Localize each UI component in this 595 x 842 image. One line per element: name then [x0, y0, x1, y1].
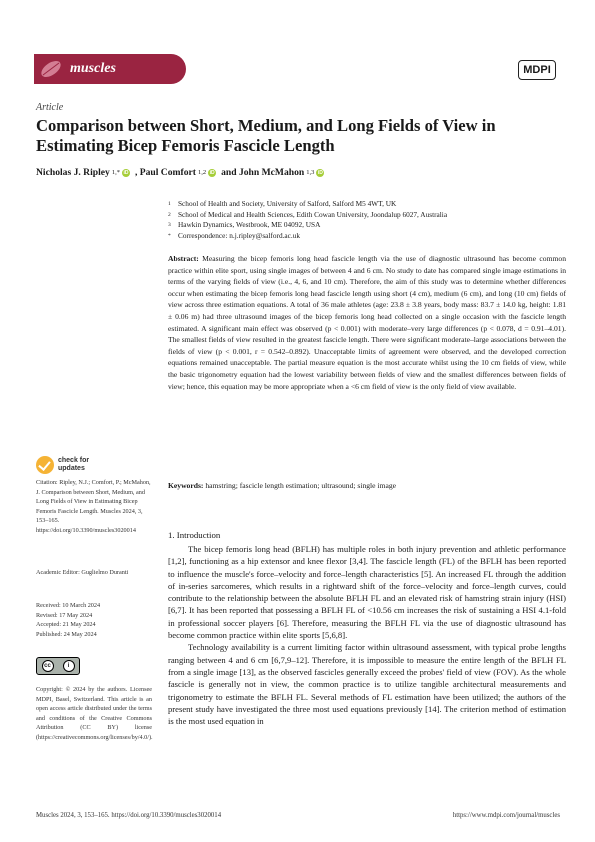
affiliations: [168, 199, 447, 241]
revised-date: Revised: 17 May 2024: [36, 611, 93, 619]
publication-dates: [36, 601, 152, 639]
publisher-logo[interactable]: [514, 60, 556, 80]
keywords-text: hamstring; fascicle length estimation; ultrasound; single image: [205, 481, 396, 490]
received-date: Received: 10 March 2024: [36, 602, 101, 609]
journal-logo[interactable]: [34, 54, 186, 84]
paragraph: Technology availability is a current limiting factor within ultrasound assessment, with typical probe lengths ranging between 4 and 6 cm [6,7,9–12]. Therefore, it is impossible to measure the entire length of the BFLH FL from a single image [13], as the observed fascicles generally exceed the probes' field of view (FOV). As the whole fascicle is generally not in view, the common practice is to utilize tangible architectural measurements and trigonometry to estimate the BFLH FL. Several methods of FL estimation have been utilized; the authors of the present study have investigated the three most used equations previously [14]. The criterion method of estimation is the most used equation in: [168, 642, 566, 727]
publisher-name: MDPI: [518, 60, 556, 80]
page-footer: [36, 812, 560, 819]
orcid-icon[interactable]: iD: [209, 169, 215, 176]
body-text: [168, 543, 566, 727]
check-for-updates-button[interactable]: check for updates: [36, 456, 89, 474]
check-updates-icon: [36, 456, 54, 474]
affiliation-item: 3 Hawkin Dynamics, Westbrook, ME 04092, USA: [168, 220, 321, 230]
cc-icon: cc: [42, 660, 54, 672]
author-affiliation-marker: 1,2: [197, 169, 207, 176]
author-affiliation-marker: 1,*: [111, 169, 120, 176]
correspondence[interactable]: * Correspondence: n.j.ripley@salford.ac.uk: [168, 230, 301, 240]
keywords: [168, 480, 566, 492]
affiliation-item: 2 School of Medical and Health Sciences, Edith Cowan University, Joondalup 6027, Australia: [168, 209, 448, 219]
author-name: , Paul Comfort: [134, 167, 196, 178]
muscle-leaf-icon: [38, 56, 64, 82]
copyright-notice: Copyright: © 2024 by the authors. Licensee MDPI, Basel, Switzerland. This article is an open access article distributed under the terms and conditions of the Creative Commons Attribution (CC BY) license (https://creativecommons.org/licenses/by/4.0/).: [36, 686, 153, 741]
footer-journal-url[interactable]: https://www.mdpi.com/journal/muscles: [452, 812, 560, 819]
orcid-icon[interactable]: iD: [317, 169, 323, 176]
section-heading: 1. Introduction: [168, 530, 221, 540]
journal-name: muscles: [70, 61, 116, 76]
article-type: Article: [36, 102, 64, 113]
citation: Citation: Ripley, N.J.; Comfort, P.; McMahon, J. Comparison between Short, Medium, and Long Fields of View in Estimating Bicep Femoris Fascicle Length. Muscles 2024, 3, 153–165. https://doi.org/10.3390/muscles3020014: [36, 479, 151, 534]
keywords-label: Keywords:: [168, 481, 204, 490]
orcid-icon[interactable]: iD: [123, 169, 129, 176]
attribution-icon: i: [63, 660, 75, 672]
page-title: Comparison between Short, Medium, and Long Fields of View in Estimating Bicep Femoris Fascicle Length: [36, 116, 496, 155]
academic-editor: Academic Editor: Guglielmo Duranti: [36, 569, 129, 576]
cc-by-license-badge[interactable]: [36, 657, 80, 675]
abstract-text: Measuring the bicep femoris long head fascicle length via the use of diagnostic ultrasound has become common practice within elite sport, using single images of between 4 and 6 cm. No study to date has compared single image estimations in terms of the varying fields of view (i.e., 4, 6, and 10 cm). Therefore, the aim of this study was to determine whether differences occur when estimating the bicep femoris long head fascicle length using short (4 cm), medium (6 cm), and long (10 cm) fields of view across three estimation equations. A total of 36 male athletes (age: 23.8 ± 3.8 years, body mass: 83.7 ± 14.0 kg, height: 1.81 ± 0.06 m) had three ultrasound images of the bicep femoris long head collected on a single occasion with the fascicle length estimated. A significant main effect was observed (p < 0.001) with moderate–very large differences (p < 0.078, d = 0.91–4.01). The smallest fields of view resulted in the greatest fascicle length. There were significant moderate–large associations between the fields of view (p < 0.001, r = 0.542–0.892). Unacceptable limits of agreement were observed, and the developed correction equations remained unacceptable. The partial measure equation is the most accurate whilst using the 10 cm fields of view, while the basic trigonometry equation had the lowest variability between fields of view and the smallest differences between fields of view; hence, this equation may be more appropriate when a <6 cm field of view is the only field of view available.: [168, 254, 566, 391]
paragraph: The bicep femoris long head (BFLH) has multiple roles in both injury prevention and athletic performance [1,2], functioning as a hip extensor and knee flexor [3,4]. The fascicle length (FL) of the BFLH has been reported to influence the muscle's force–velocity and force–length characteristics [5]. An increased FL through the addition of in-series sarcomeres, which results in a rightward shift of the force–velocity and force–length curves, could contribute to the relationship between the absolute BFLH FL and an elevated risk of hamstring strain injury (HSI) [6,7]. It has been reported that possessing a BFLH FL of <10.56 cm increases the risk of sustaining a HSI 4.1-fold in professional soccer players [6]. Therefore, measuring the BFLH FL via the use of diagnostic ultrasound has become common practice within elite sports [5,6,8].: [168, 544, 566, 641]
author-name: and John McMahon: [221, 167, 305, 178]
footer-citation[interactable]: Muscles 2024, 3, 153–165. https://doi.org/10.3390/muscles3020014: [36, 812, 222, 819]
author-list: [36, 167, 327, 178]
affiliation-item: 1 School of Health and Society, University of Salford, Salford M5 4WT, UK: [168, 199, 397, 208]
abstract-label: Abstract:: [168, 254, 199, 263]
abstract: [168, 253, 566, 392]
accepted-date: Accepted: 21 May 2024: [36, 621, 96, 629]
author-name: Nicholas J. Ripley: [36, 167, 110, 178]
author-affiliation-marker: 1,3: [306, 169, 315, 176]
published-date: Published: 24 May 2024: [36, 630, 97, 638]
